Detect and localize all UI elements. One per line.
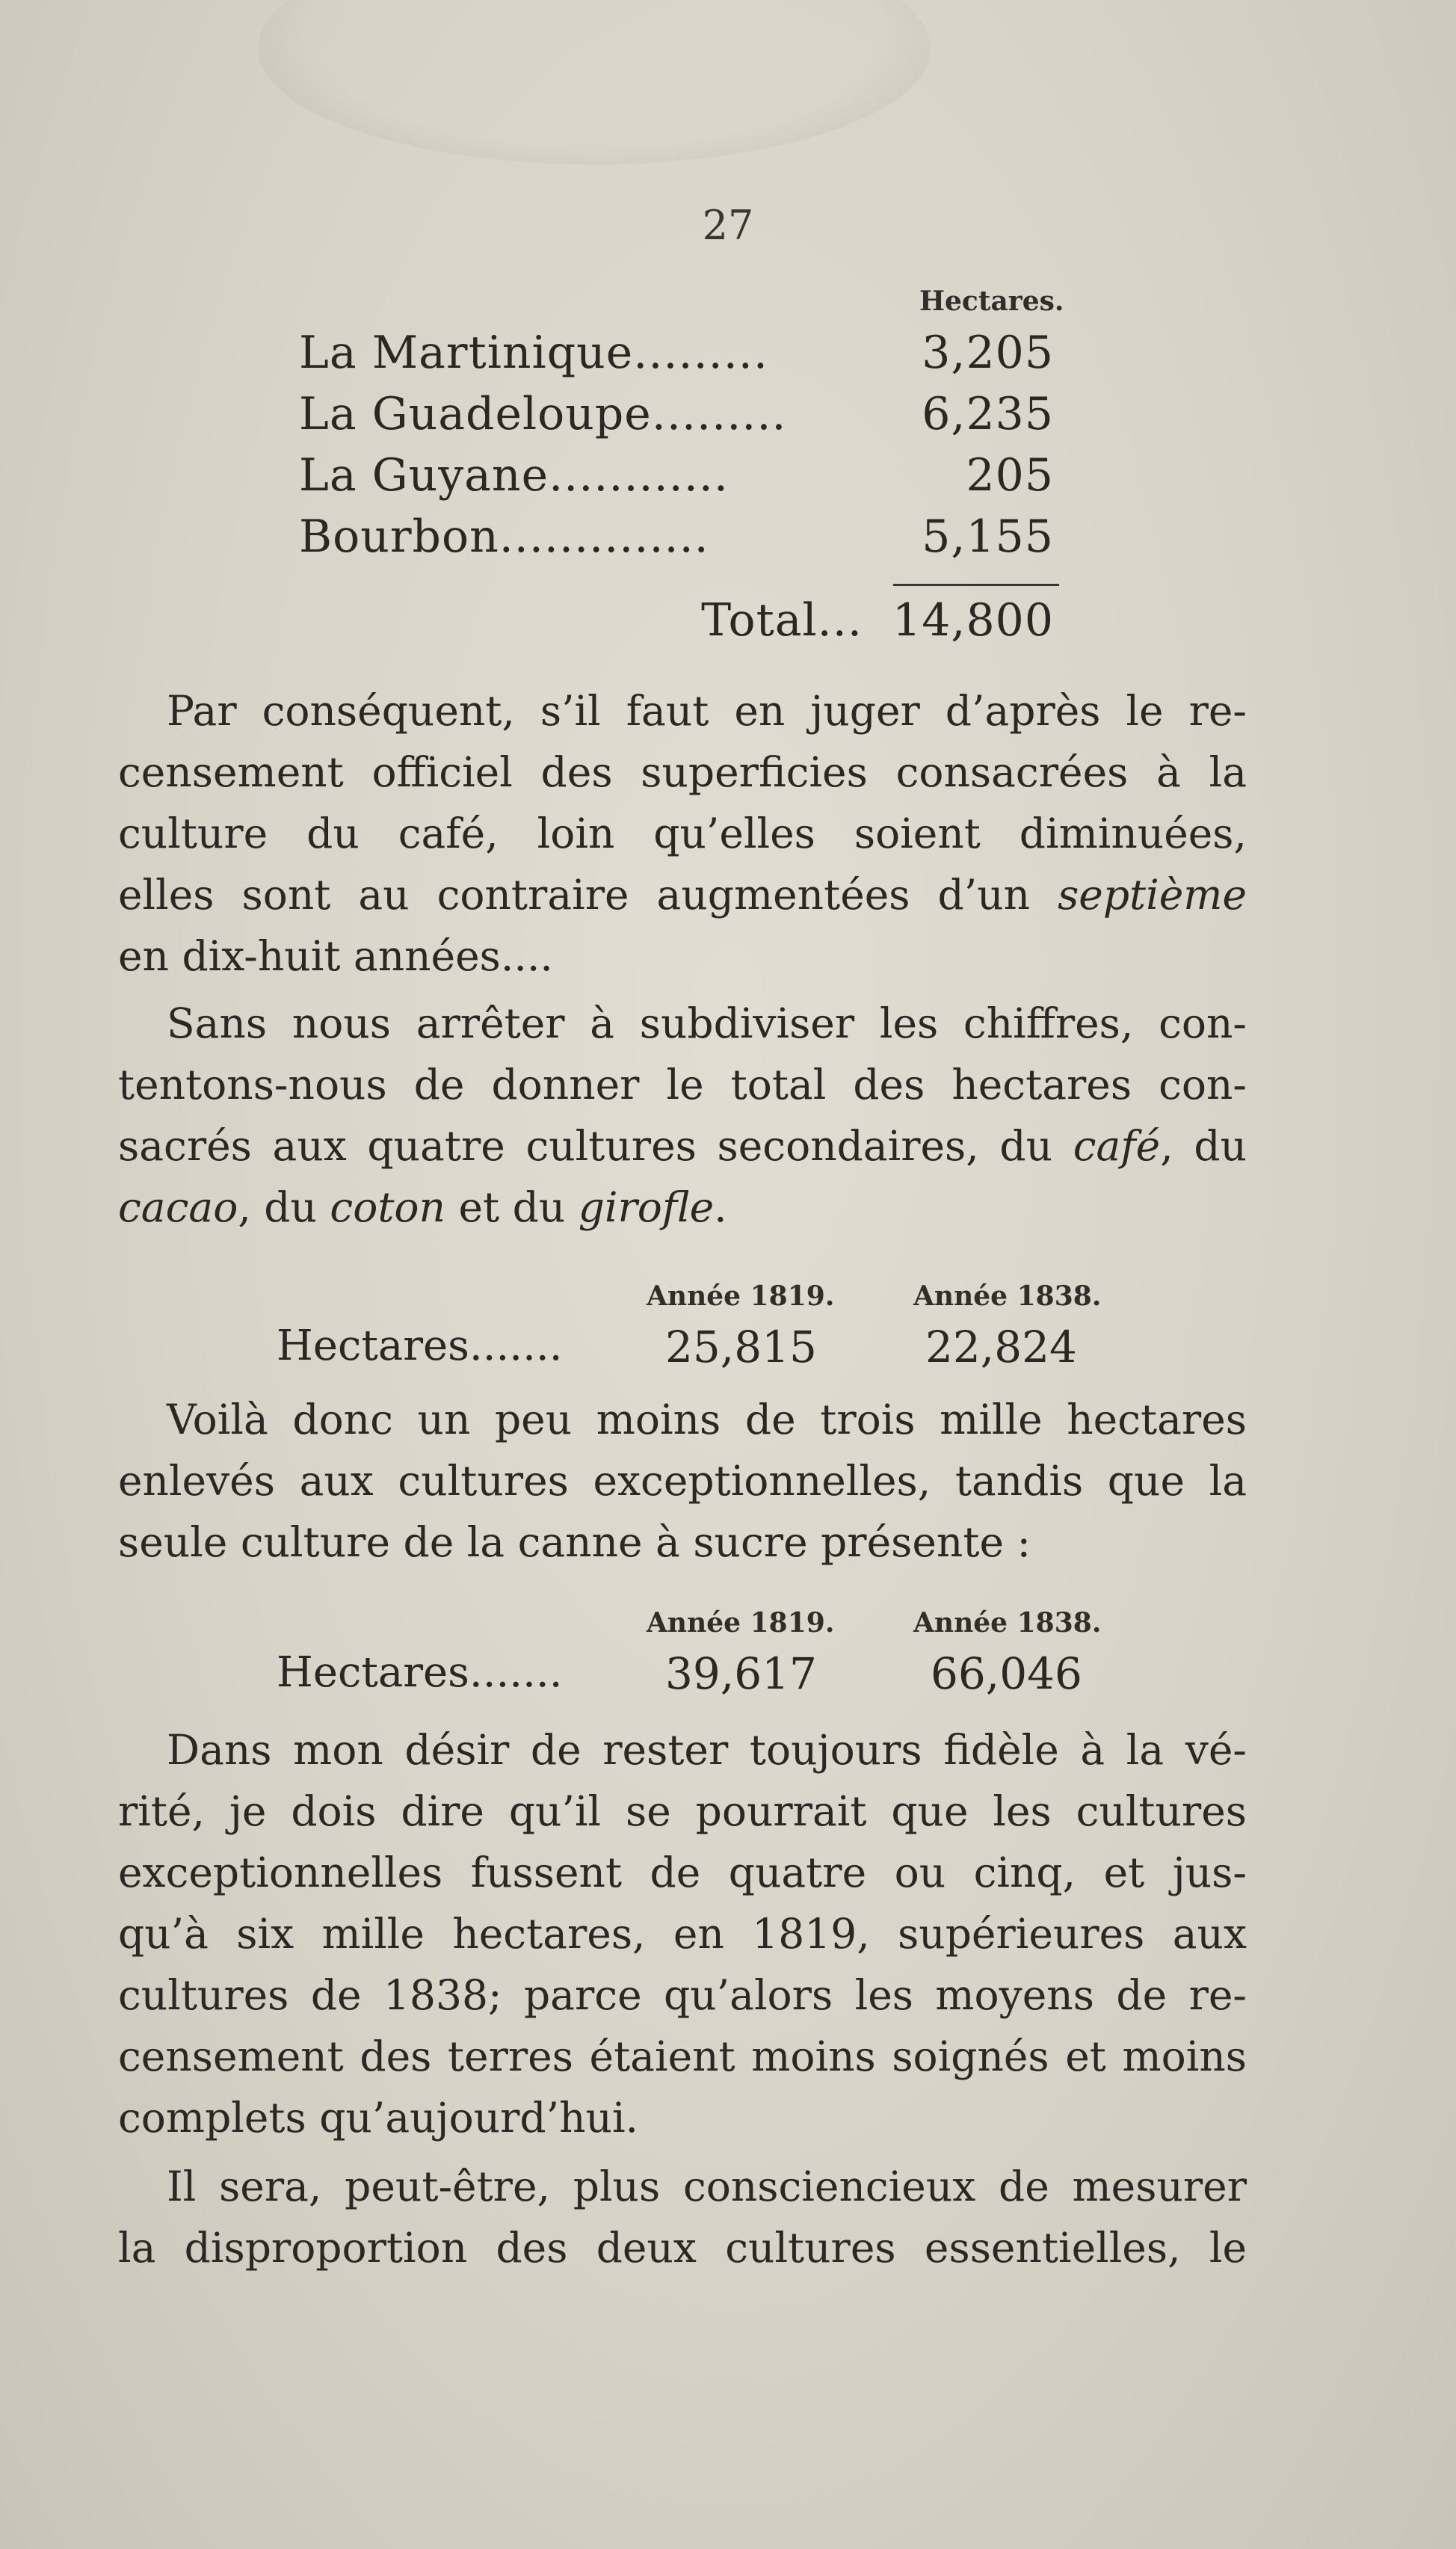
colony-name: La Guadeloupe — [299, 388, 652, 440]
table-row: La Martinique......... 3,205 — [299, 327, 1054, 379]
value-1819: 39,617 — [665, 1648, 817, 1699]
paragraph-line: Dans mon désir de rester toujours fidèle à la vé- — [167, 1726, 1247, 1774]
column-header-1819: Année 1819. — [647, 1280, 835, 1312]
culture-name: cacao — [118, 1183, 238, 1231]
paragraph-line: exceptionnelles fussent de quatre ou cinq, et jus- — [118, 1849, 1247, 1896]
table-row: La Guadeloupe......... 6,235 — [299, 388, 1054, 440]
table-row: Bourbon.............. 5,155 — [299, 511, 1054, 563]
colony-value: 205 — [966, 449, 1054, 502]
line-text: sacrés aux quatre cultures secondaires, du — [118, 1122, 1053, 1170]
total-value: 14,800 — [892, 594, 1054, 647]
paragraph — [118, 1719, 1247, 2148]
paragraph-line: Sans nous arrêter à subdiviser les chiffres, con- — [167, 999, 1247, 1047]
paragraph-line: culture du café, loin qu’elles soient diminuées, — [118, 810, 1247, 857]
paragraph-line: censement des terres étaient moins soignés et moins — [118, 2032, 1247, 2080]
table-unit-header: Hectares. — [919, 286, 1064, 317]
paragraph-line: complets qu’aujourd’hui. — [118, 2094, 639, 2142]
column-header-1838: Année 1838. — [913, 1280, 1102, 1312]
total-label: Total — [701, 594, 818, 647]
paragraph-line — [118, 864, 1247, 925]
value-1819: 25,815 — [665, 1322, 817, 1372]
colony-name: La Martinique — [299, 327, 634, 379]
connector-word: du — [1194, 1122, 1247, 1170]
culture-name: girofle — [578, 1183, 715, 1231]
value-1838: 22,824 — [925, 1322, 1077, 1372]
colony-value: 3,205 — [922, 327, 1054, 379]
connector-word: du — [264, 1183, 317, 1231]
paragraph-line: la disproportion des deux cultures essentielles, le — [118, 2224, 1247, 2272]
paragraph-line: Voilà donc un peu moins de trois mille hectares — [167, 1396, 1247, 1443]
paragraph — [118, 993, 1247, 1238]
paragraph-line: Par conséquent, s’il faut en juger d’après le re- — [167, 687, 1247, 735]
culture-name: café — [1073, 1122, 1161, 1170]
colony-value: 6,235 — [922, 388, 1054, 440]
paragraph-line: cultures de 1838; parce qu’alors les moyens de re- — [118, 1971, 1247, 2019]
emphasis-word: septième — [1058, 871, 1247, 919]
column-header-1819: Année 1819. — [647, 1607, 835, 1639]
stat-label-row: Hectares....... — [277, 1648, 563, 1697]
paragraph-line: qu’à six mille hectares, en 1819, supérieures aux — [118, 1910, 1247, 1958]
paragraph-line: enlevés aux cultures exceptionnelles, tandis que la — [118, 1457, 1247, 1505]
paper-stain — [258, 0, 931, 164]
table-row: La Guyane............ 205 — [299, 449, 1054, 502]
colony-name: Bourbon — [299, 511, 499, 563]
paragraph — [118, 680, 1247, 987]
value-1838: 66,046 — [931, 1648, 1082, 1699]
stat-label: Hectares — [277, 1322, 469, 1370]
culture-name: coton — [330, 1183, 445, 1231]
stat-label-row: Hectares....... — [277, 1322, 563, 1370]
page-number: 27 — [702, 202, 754, 249]
paragraph-line: tentons-nous de donner le total des hectares con- — [118, 1061, 1247, 1109]
paragraph-line: rité, je dois dire qu’il se pourrait que les cultures — [118, 1787, 1247, 1835]
table-total: Total... 14,800 — [701, 594, 1054, 647]
paragraph-line: seule culture de la canne à sucre présente : — [118, 1518, 1031, 1566]
paragraph-line: sacrés aux quatre cultures secondaires, du café, du — [118, 1122, 1247, 1170]
paragraph-line: censement officiel des superficies consacrées à la — [118, 748, 1247, 796]
total-rule — [893, 584, 1059, 586]
connector-word: et du — [458, 1183, 566, 1231]
paragraph-line: Il sera, peut-être, plus consciencieux de mesurer — [167, 2163, 1247, 2210]
paragraph-line: cacao, du coton et du girofle. — [118, 1183, 727, 1231]
colony-value: 5,155 — [922, 511, 1054, 563]
paragraph — [118, 1389, 1247, 1573]
paragraph-line: en dix-huit années.... — [118, 932, 553, 980]
column-header-1838: Année 1838. — [913, 1607, 1102, 1639]
stat-label: Hectares — [277, 1648, 469, 1697]
colony-name: La Guyane — [299, 449, 549, 502]
line-text: elles sont au contraire augmentées d’un — [118, 871, 1031, 919]
paragraph — [118, 2156, 1247, 2278]
